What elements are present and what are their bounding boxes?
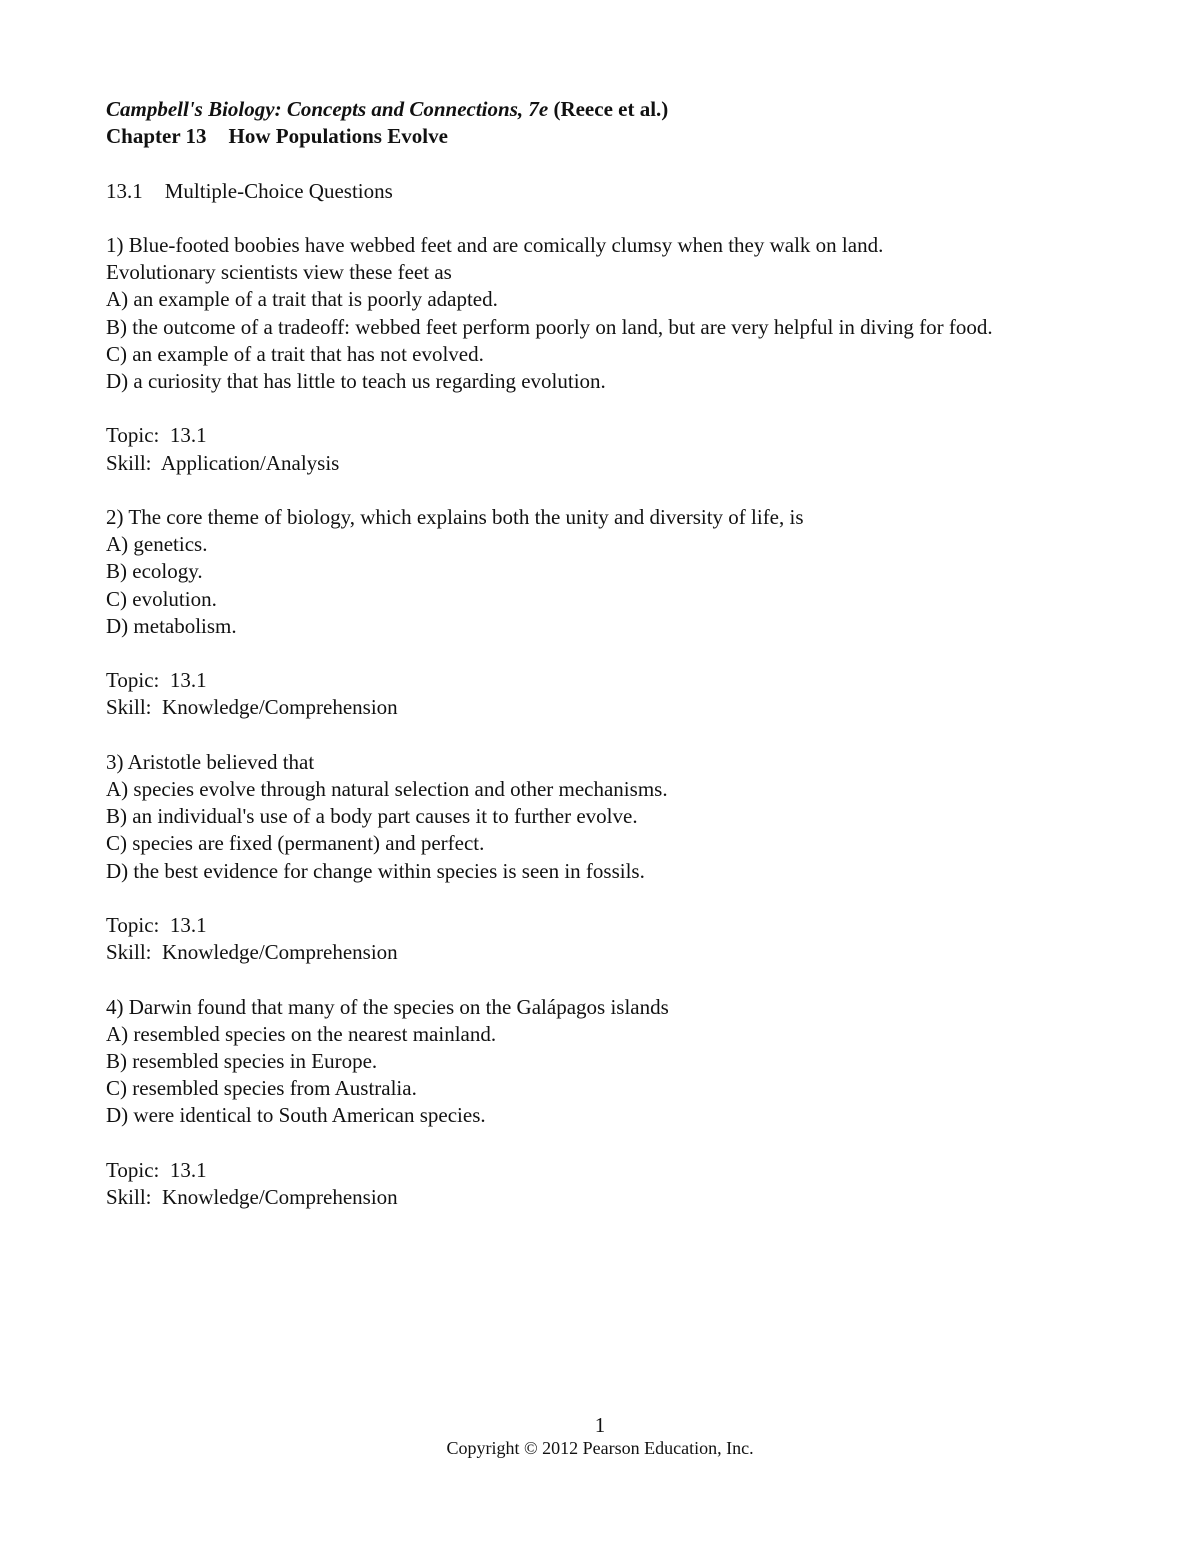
answer-option: D) the best evidence for change within species is seen in fossils. — [106, 858, 645, 883]
page-content — [106, 96, 1066, 1211]
answer-option: A) genetics. — [106, 532, 208, 557]
section-heading — [106, 178, 1066, 205]
question-stem: 1) Blue-footed boobies have webbed feet and are comically clumsy when they walk on land. — [106, 232, 884, 257]
question-stem: Evolutionary scientists view these feet as — [106, 260, 452, 285]
answer-option: C) an example of a trait that has not evolved. — [106, 341, 484, 366]
answer-option: A) species evolve through natural selection and other mechanisms. — [106, 776, 668, 801]
answer-option: D) metabolism. — [106, 613, 237, 638]
answer-option: C) species are fixed (permanent) and perfect. — [106, 831, 485, 856]
skill-value: Knowledge/Comprehension — [162, 1184, 398, 1209]
question-block — [106, 232, 1066, 477]
question-block — [106, 504, 1066, 722]
topic-value: 13.1 — [169, 423, 207, 448]
question-stem: 3) Aristotle believed that — [106, 749, 315, 774]
skill-value: Knowledge/Comprehension — [162, 940, 398, 965]
page-number: 1 — [594, 1413, 606, 1437]
topic-line — [106, 1157, 1066, 1184]
chapter-heading — [106, 123, 1066, 150]
skill-line — [106, 694, 1066, 721]
answer-option: B) the outcome of a tradeoff: webbed feet perform poorly on land, but are very helpful in diving for food. — [106, 314, 993, 339]
question-stem: 4) Darwin found that many of the species on the Galápagos islands — [106, 994, 669, 1019]
book-title: Campbell's Biology: Concepts and Connections, 7e — [106, 97, 549, 121]
topic-label: Topic: — [106, 668, 160, 693]
book-authors: (Reece et al.) — [548, 97, 669, 121]
answer-option: A) resembled species on the nearest mainland. — [106, 1021, 497, 1046]
skill-line — [106, 1184, 1066, 1211]
topic-value: 13.1 — [169, 1157, 207, 1182]
topic-label: Topic: — [106, 423, 160, 448]
question-block — [106, 994, 1066, 1212]
skill-line — [106, 450, 1066, 477]
topic-value: 13.1 — [169, 668, 207, 693]
skill-value: Knowledge/Comprehension — [162, 695, 398, 720]
answer-option: C) evolution. — [106, 586, 217, 611]
answer-option: A) an example of a trait that is poorly adapted. — [106, 287, 498, 312]
section-number: 13.1 — [106, 178, 143, 203]
answer-option: D) were identical to South American species. — [106, 1103, 486, 1128]
section-title: Multiple-Choice Questions — [164, 178, 393, 203]
answer-option: B) resembled species in Europe. — [106, 1048, 378, 1073]
skill-label: Skill: — [106, 940, 152, 965]
skill-label: Skill: — [106, 695, 152, 720]
skill-value: Application/Analysis — [160, 450, 340, 475]
skill-label: Skill: — [106, 1184, 152, 1209]
topic-value: 13.1 — [169, 912, 207, 937]
answer-option: D) a curiosity that has little to teach us regarding evolution. — [106, 369, 606, 393]
topic-line — [106, 912, 1066, 939]
question-stem: 2) The core theme of biology, which explains both the unity and diversity of life, is — [106, 504, 804, 529]
answer-option: C) resembled species from Australia. — [106, 1076, 417, 1101]
page-footer — [0, 1414, 1200, 1460]
chapter-label: Chapter 13 — [106, 124, 207, 149]
skill-line — [106, 939, 1066, 966]
skill-label: Skill: — [106, 450, 152, 475]
copyright-notice: Copyright © 2012 Pearson Education, Inc. — [446, 1438, 754, 1458]
topic-label: Topic: — [106, 912, 160, 937]
answer-option: B) an individual's use of a body part causes it to further evolve. — [106, 804, 638, 829]
topic-line — [106, 422, 1066, 449]
chapter-title: How Populations Evolve — [228, 124, 448, 149]
topic-line — [106, 667, 1066, 694]
topic-label: Topic: — [106, 1157, 160, 1182]
book-title-line — [106, 96, 1066, 123]
question-block — [106, 749, 1066, 967]
answer-option: B) ecology. — [106, 559, 203, 584]
